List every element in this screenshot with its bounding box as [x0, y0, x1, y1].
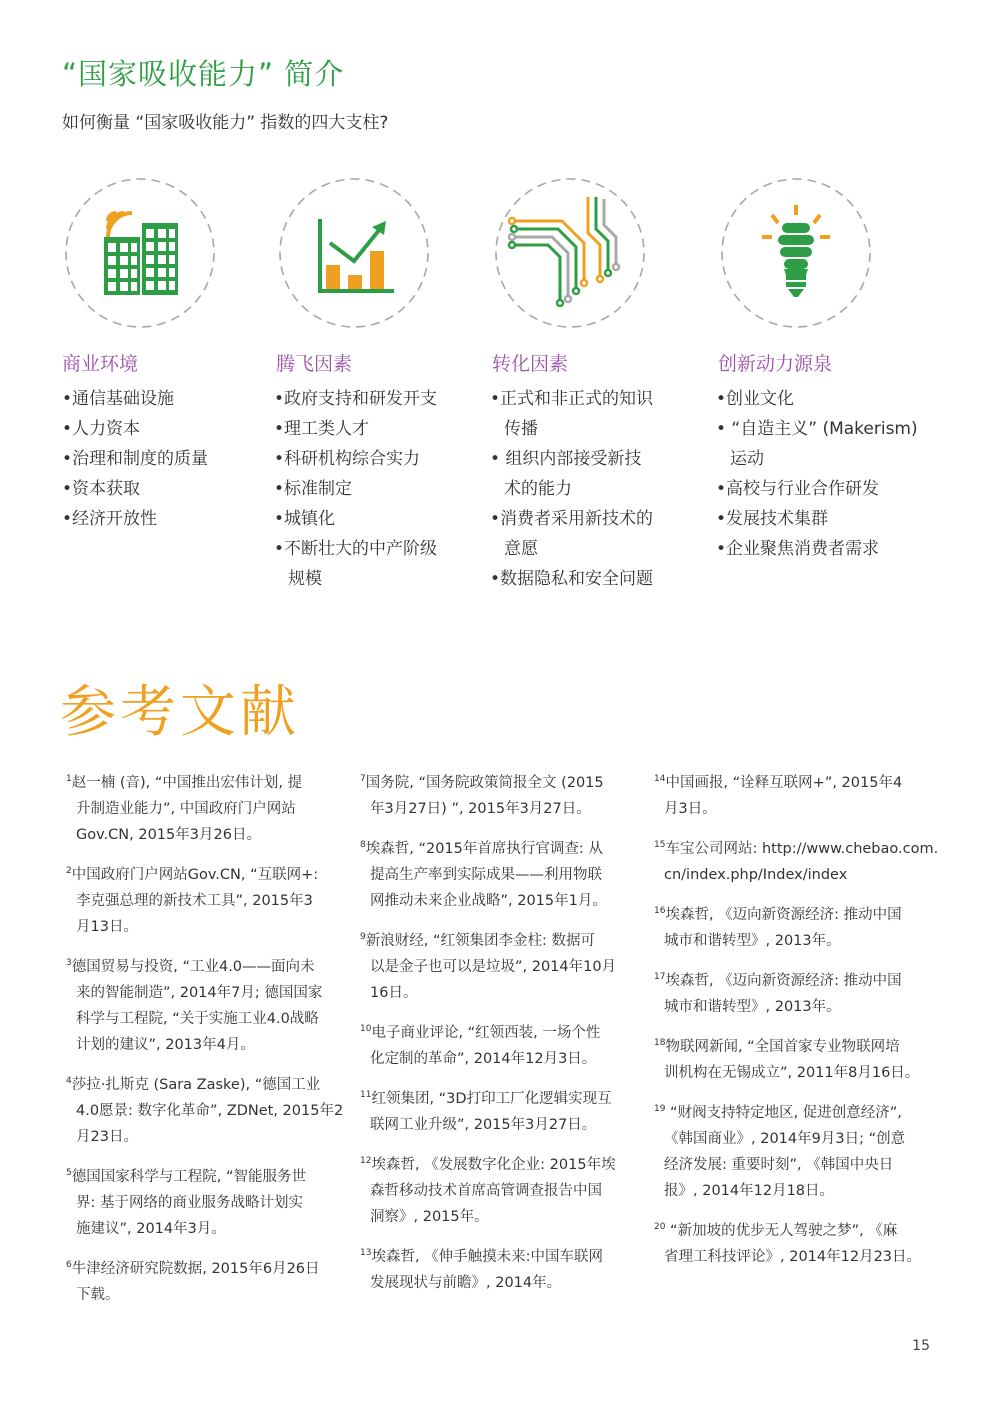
references-title: 参考文献: [60, 680, 300, 745]
list-item: 术的能力: [504, 479, 572, 499]
reference-item: $^4$莎拉·扎斯克 (Sara Zaske), “德国工业 4.0愿景: 数字化革命”, ZDNet, 2015年2 月23日。: [66, 1076, 344, 1145]
list-item: •发展技术集群: [716, 509, 829, 529]
list-item: 传播: [504, 419, 538, 439]
reference-item: $^7$国务院, “国务院政策简报全文 (2015 年3月27日) ”, 2015年3月27日。: [360, 774, 604, 817]
reference-item: $^{10}$电子商业评论, “红领西装, 一场个性 化定制的革命”, 2014年12月3日。: [360, 1024, 601, 1067]
list-item: •正式和非正式的知识: [490, 389, 654, 409]
list-item: •人力资本: [62, 419, 141, 439]
list-item: •标准制定: [274, 479, 353, 499]
page-title: “国家吸收能力” 简介: [62, 57, 345, 91]
pillar-list-innovation: [716, 384, 918, 564]
reference-item: $^2$中国政府门户网站Gov.CN, “互联网+: 李克强总理的新技术工具”, 2015年3 月13日。: [66, 866, 319, 935]
reference-item: $^3$德国贸易与投资, “工业4.0——面向未 来的智能制造”, 2014年7月; 德国国家 科学与工程院, “关于实施工业4.0战略 计划的建议”, 2013年4月。: [66, 958, 323, 1053]
list-item: •科研机构综合实力: [274, 449, 421, 469]
reference-item: $^{12}$埃森哲, 《发展数字化企业: 2015年埃 森哲移动技术首席高管调查报告中国 洞察》, 2015年。: [360, 1156, 616, 1225]
reference-item: $^{19}$ “财阀支持特定地区, 促进创意经济”, 《韩国商业》, 2014年9月3日; “创意 经济发展: 重要时刻”, 《韩国中央日 报》, 2014年12月18日。: [654, 1104, 906, 1199]
list-item: • 组织内部接受新技: [490, 449, 642, 469]
list-item: •政府支持和研发开支: [274, 389, 438, 409]
list-item: •资本获取: [62, 479, 141, 499]
reference-item: $^{17}$埃森哲, 《迈向新资源经济: 推动中国 城市和谐转型》, 2013年。: [654, 972, 902, 1015]
page-subtitle: 如何衡量 “国家吸收能力” 指数的四大支柱?: [62, 113, 389, 133]
reference-item: $^{11}$红领集团, “3D打印工厂化逻辑实现互 联网工业升级”, 2015年3月27日。: [360, 1090, 612, 1133]
list-item: •企业聚焦消费者需求: [716, 539, 880, 559]
bar-chart-growth-icon: [276, 175, 432, 331]
reference-item: $^{18}$物联网新闻, “全国首家专业物联网培 训机构在无锡成立”, 2011年8月16日。: [654, 1038, 920, 1081]
list-item: •城镇化: [274, 509, 336, 529]
circuit-lines-icon: [492, 175, 648, 331]
reference-item: $^1$赵一楠 (音), “中国推出宏伟计划, 提 升制造业能力”, 中国政府门户网站 Gov.CN, 2015年3月26日。: [66, 774, 303, 843]
reference-item: $^9$新浪财经, “红领集团李金柱: 数据可 以是金子也可以是垃圾”, 2014年10月 16日。: [360, 932, 617, 1001]
reference-item: $^{15}$车宝公司网站: http://www.chebao.com. cn/index.php/Index/index: [654, 840, 939, 883]
reference-item: $^{20}$ “新加坡的优步无人驾驶之梦”, 《麻 省理工科技评论》, 2014年12月23日。: [654, 1222, 922, 1265]
references-column-2: [360, 770, 642, 1310]
reference-item: $^{14}$中国画报, “诠释互联网+”, 2015年4 月3日。: [654, 774, 903, 817]
pillar-list-conversion: [490, 384, 653, 594]
list-item: 规模: [288, 569, 322, 589]
list-item: •高校与行业合作研发: [716, 479, 880, 499]
list-item: •治理和制度的质量: [62, 449, 209, 469]
list-item: •消费者采用新技术的: [490, 509, 654, 529]
list-item: •通信基础设施: [62, 389, 175, 409]
list-item: •不断壮大的中产阶级: [274, 539, 438, 559]
list-item: • “自造主义” (Makerism): [716, 419, 918, 439]
list-item: •创业文化: [716, 389, 795, 409]
list-item: 意愿: [504, 539, 538, 559]
pillar-title-takeoff: 腾飞因素: [276, 353, 353, 375]
building-wifi-icon: [62, 175, 218, 331]
page-number: 15: [912, 1338, 930, 1354]
pillar-list-takeoff: [274, 384, 437, 594]
list-item: •理工类人才: [274, 419, 370, 439]
references-column-3: [654, 770, 944, 1284]
reference-item: $^6$牛津经济研究院数据, 2015年6月26日 下载。: [66, 1260, 320, 1303]
list-item: 运动: [730, 449, 764, 469]
pillar-title-business: 商业环境: [62, 353, 139, 375]
list-item: •经济开放性: [62, 509, 158, 529]
list-item: •数据隐私和安全问题: [490, 569, 654, 589]
references-column-1: [66, 770, 350, 1322]
pillar-title-innovation: 创新动力源泉: [718, 353, 833, 375]
pillar-title-conversion: 转化因素: [492, 353, 569, 375]
reference-item: $^8$埃森哲, “2015年首席执行官调查: 从 提高生产率到实际成果——利用物联 网推动未来企业战略”, 2015年1月。: [360, 840, 607, 909]
lightbulb-icon: [718, 175, 874, 331]
pillar-list-business: [62, 384, 208, 534]
reference-item: $^5$德国国家科学与工程院, “智能服务世 界: 基于网络的商业服务战略计划实 施建议”, 2014年3月。: [66, 1168, 306, 1237]
reference-item: $^{13}$埃森哲, 《伸手触摸未来:中国车联网 发展现状与前瞻》, 2014年。: [360, 1248, 604, 1291]
reference-item: $^{16}$埃森哲, 《迈向新资源经济: 推动中国 城市和谐转型》, 2013年。: [654, 906, 902, 949]
